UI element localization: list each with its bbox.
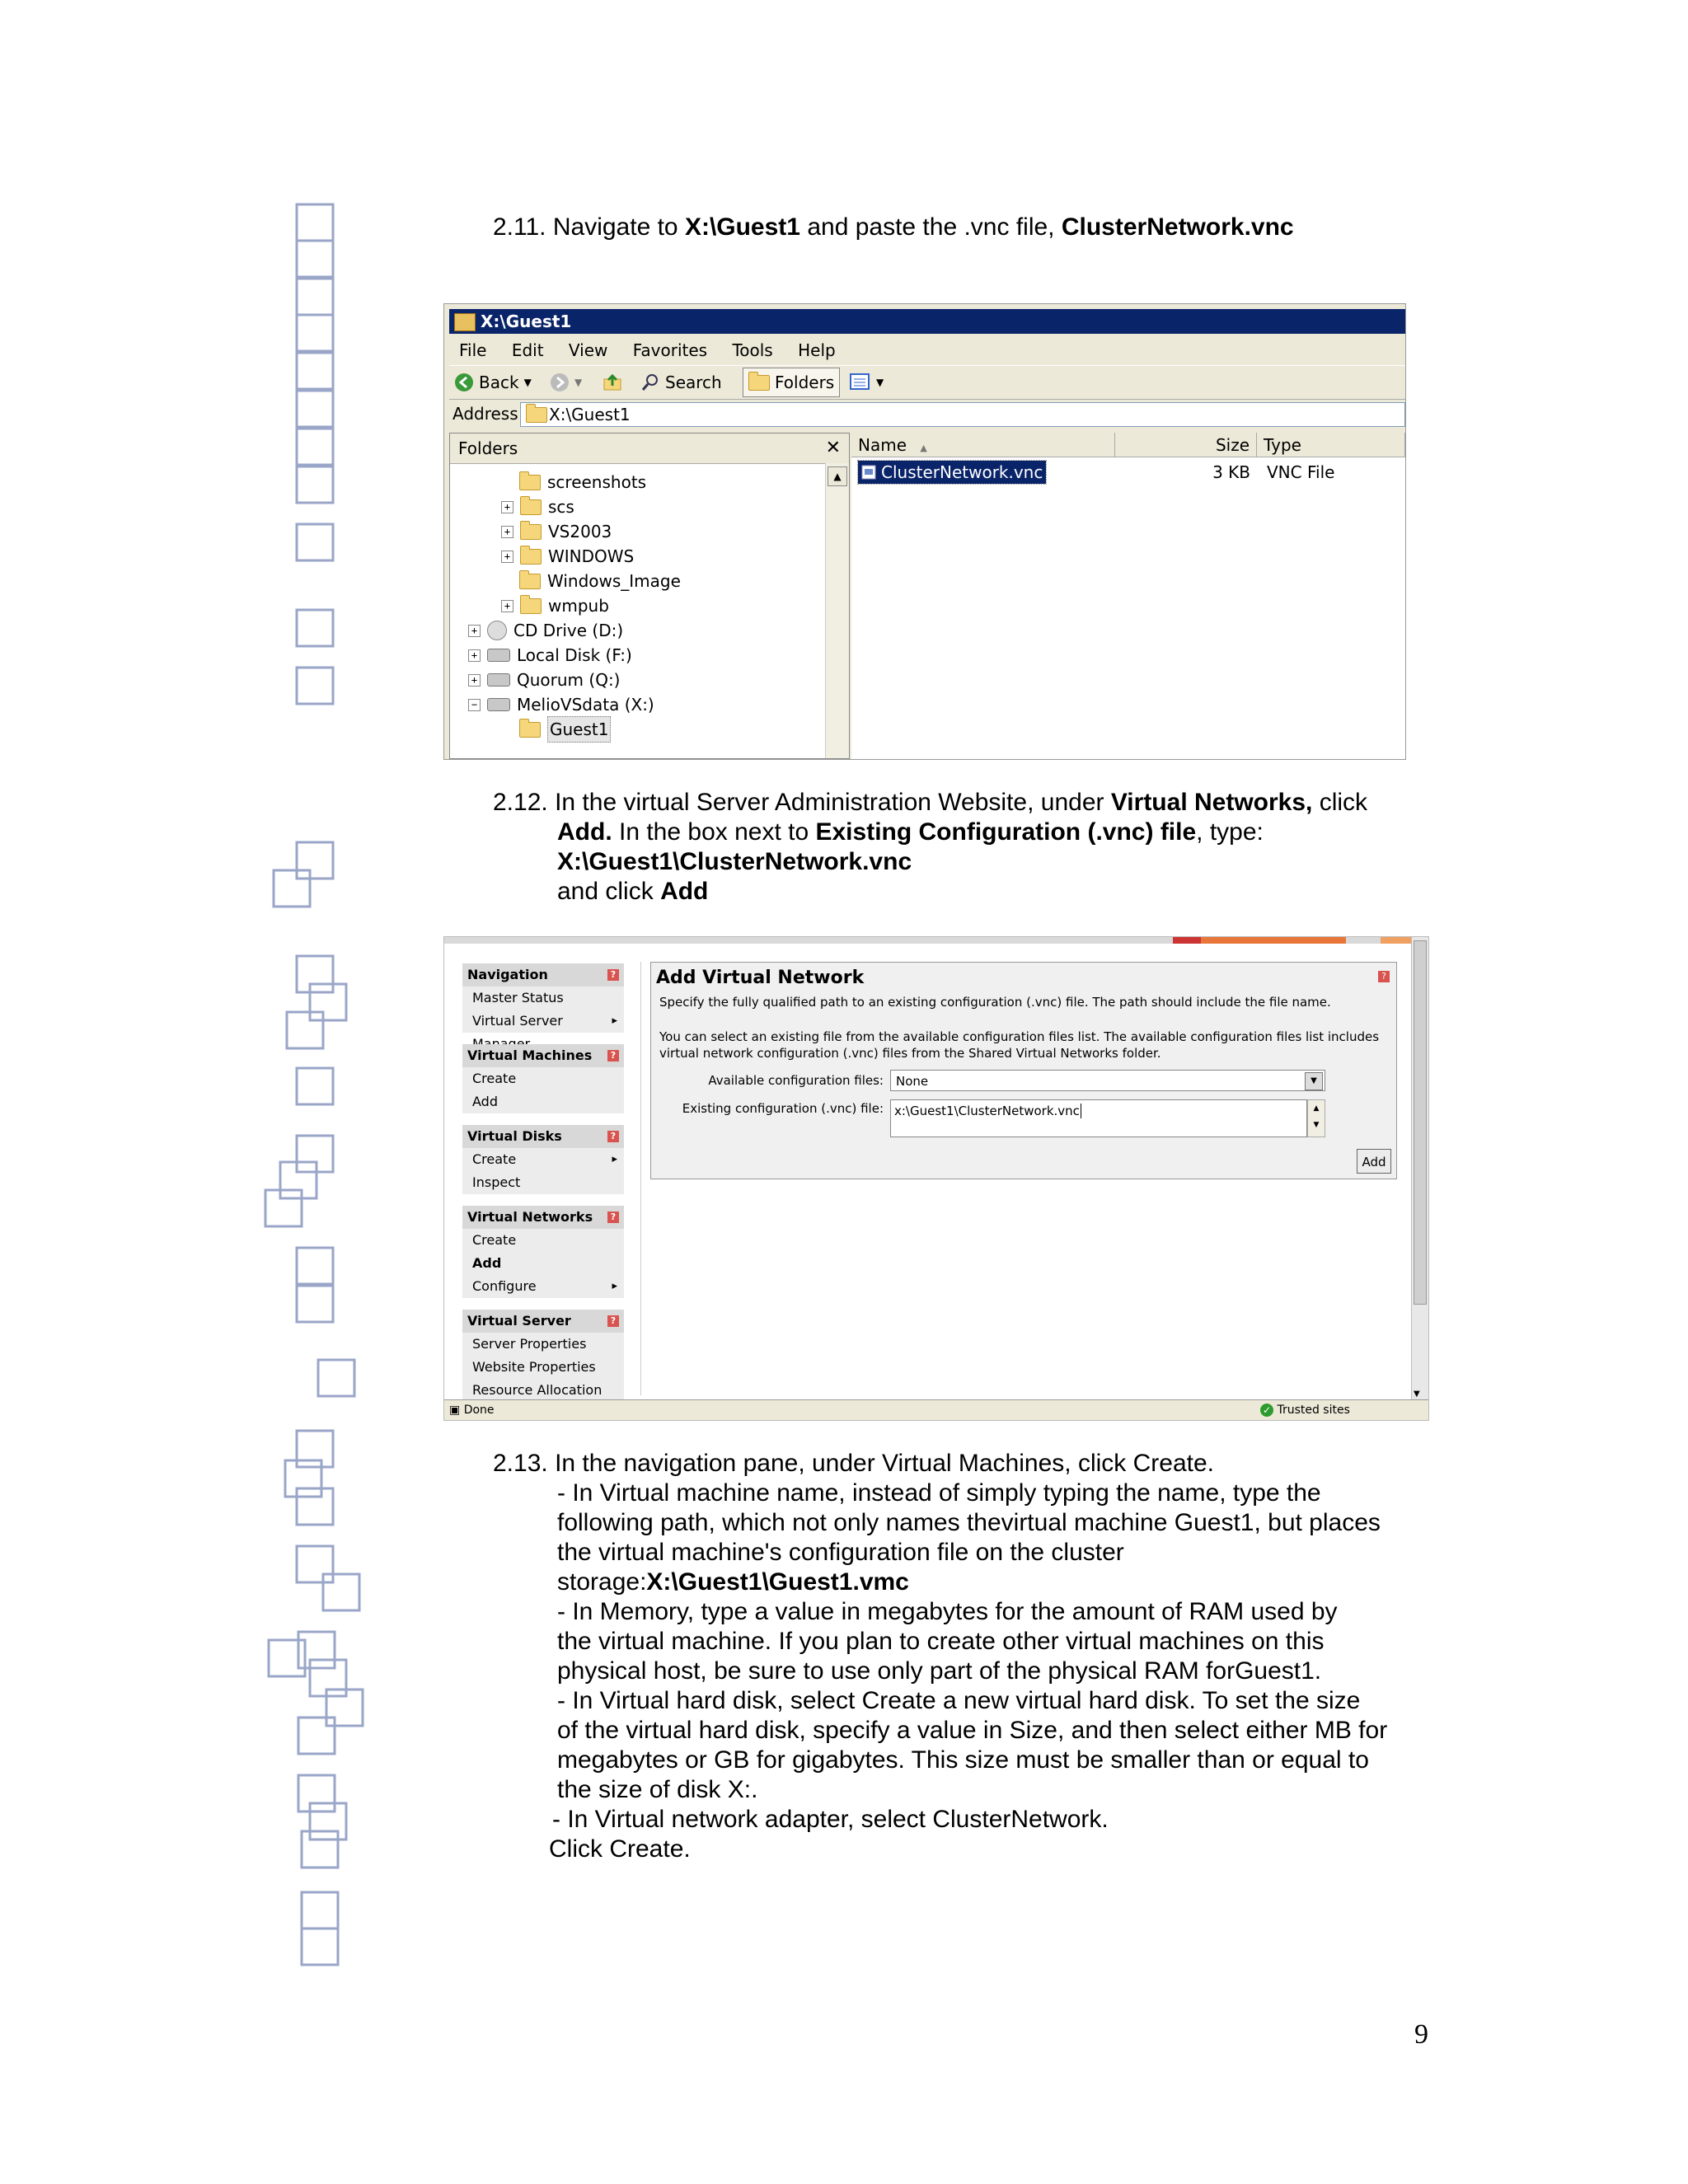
step-bold-text: ClusterNetwork.vnc bbox=[1061, 213, 1294, 241]
explorer-title-bar bbox=[449, 309, 1405, 334]
folder-icon bbox=[520, 499, 542, 515]
step-text: In the box next to bbox=[612, 818, 816, 846]
nav-section-title bbox=[462, 1044, 624, 1067]
status-zone-label: Trusted sites bbox=[1277, 1404, 1350, 1417]
nav-section-label: Virtual Server bbox=[467, 1313, 571, 1329]
step-text: - In Virtual network adapter, select ClusterNetwork. bbox=[552, 1806, 1109, 1833]
step-text: and click bbox=[557, 878, 661, 905]
column-size-label: Size bbox=[1215, 435, 1250, 455]
step-text: the virtual machine's configuration file on the cluster bbox=[557, 1539, 1124, 1566]
help-icon[interactable]: ? bbox=[1378, 971, 1390, 982]
step-text: the virtual machine. If you plan to create other virtual machines on this bbox=[557, 1628, 1325, 1655]
tree-item[interactable] bbox=[468, 618, 623, 643]
nav-item-label: Website Properties bbox=[472, 1359, 596, 1375]
step-text: In the virtual Server Administration Website, under bbox=[555, 789, 1111, 816]
nav-section bbox=[462, 963, 624, 1033]
expand-icon[interactable]: + bbox=[501, 501, 513, 513]
step-number: 2.11. bbox=[493, 213, 546, 241]
nav-item[interactable] bbox=[462, 1171, 624, 1194]
explorer-screenshot bbox=[443, 303, 1406, 760]
step-bold-text: X:\Guest1 bbox=[684, 213, 800, 241]
help-icon[interactable]: ? bbox=[607, 1212, 619, 1223]
chevron-down-icon: ▼ bbox=[1305, 1072, 1323, 1090]
nav-item-label: Resource Allocation bbox=[472, 1382, 603, 1398]
tree-item-label: wmpub bbox=[548, 596, 609, 616]
nav-item[interactable] bbox=[462, 1229, 624, 1252]
step-text: - In Virtual hard disk, select Create a new virtual hard disk. To set the size bbox=[557, 1687, 1361, 1714]
dropdown-arrow-icon: ▼ bbox=[523, 377, 532, 388]
tree-item[interactable] bbox=[519, 569, 681, 593]
help-icon[interactable]: ? bbox=[607, 969, 619, 981]
nav-item[interactable] bbox=[462, 1010, 624, 1033]
scroll-down-icon[interactable]: ▼ bbox=[1414, 1390, 1420, 1399]
tree-item-label: CD Drive (D:) bbox=[513, 621, 624, 640]
nav-item-label: Inspect bbox=[472, 1174, 521, 1190]
step-text: Navigate to bbox=[552, 213, 685, 241]
available-files-label: Available configuration files: bbox=[708, 1073, 884, 1088]
add-button[interactable]: Add bbox=[1357, 1149, 1391, 1174]
nav-item-label: Server Properties bbox=[472, 1336, 587, 1352]
step-bold-text: X:\Guest1\Guest1.vmc bbox=[646, 1568, 909, 1596]
tree-item-label: Local Disk (F:) bbox=[517, 645, 632, 665]
panel-description: You can select an existing file from the available configuration files list. The available configuration files list includes virtual network configuration (.vnc) files from the Shared Virtual Networks folder. bbox=[659, 1029, 1380, 1061]
available-files-value: None bbox=[896, 1074, 929, 1089]
address-bar bbox=[449, 400, 1405, 428]
tree-item-label: WINDOWS bbox=[548, 546, 635, 566]
column-name-label: Name bbox=[858, 435, 907, 455]
step-number: 2.13. bbox=[493, 1450, 548, 1477]
page-number: 9 bbox=[1414, 2019, 1428, 2050]
step-bold-text: Add. bbox=[557, 818, 612, 846]
scroll-thumb[interactable] bbox=[1414, 940, 1427, 1305]
tree-item-label: Guest1 bbox=[547, 716, 611, 743]
chevron-right-icon: ▸ bbox=[612, 1280, 617, 1292]
tree-item-label: Windows_Image bbox=[547, 571, 681, 591]
nav-item-label: Virtual Server bbox=[472, 1013, 563, 1029]
tree-item-label: VS2003 bbox=[548, 522, 612, 541]
input-scrollbar[interactable] bbox=[1307, 1099, 1325, 1137]
vnc-file-icon bbox=[861, 465, 876, 480]
search-icon bbox=[640, 373, 660, 392]
expand-icon[interactable]: + bbox=[501, 526, 513, 538]
tree-item[interactable] bbox=[468, 668, 620, 692]
help-icon[interactable]: ? bbox=[607, 1315, 619, 1327]
hard-drive-icon bbox=[487, 673, 510, 687]
nav-item-label: Create bbox=[472, 1151, 517, 1167]
step-text: storage: bbox=[557, 1568, 647, 1596]
window-title: X:\Guest1 bbox=[481, 312, 572, 331]
dropdown-arrow-icon: ▼ bbox=[574, 377, 583, 388]
hard-drive-icon bbox=[487, 698, 510, 711]
step-text: of the virtual hard disk, specify a value in Size, and then select either MB for bbox=[557, 1717, 1388, 1744]
tree-item[interactable] bbox=[468, 692, 654, 717]
scroll-up-icon[interactable]: ▲ bbox=[828, 466, 847, 486]
help-icon[interactable]: ? bbox=[607, 1050, 619, 1062]
folder-icon bbox=[520, 549, 542, 565]
step-text: megabytes or GB for gigabytes. This size must be smaller than or equal to bbox=[557, 1746, 1369, 1774]
tree-item[interactable] bbox=[468, 643, 632, 668]
nav-section bbox=[462, 1206, 624, 1298]
tree-item-label: MelioVSdata (X:) bbox=[517, 695, 654, 715]
step-text: - In Memory, type a value in megabytes for the amount of RAM used by bbox=[557, 1598, 1338, 1625]
tree-item-label: Quorum (Q:) bbox=[517, 670, 621, 690]
nav-item[interactable] bbox=[462, 1148, 624, 1171]
expand-icon[interactable]: + bbox=[468, 625, 481, 637]
nav-item-label: Create bbox=[472, 1071, 517, 1086]
hard-drive-icon bbox=[487, 649, 510, 662]
nav-item[interactable] bbox=[462, 1090, 624, 1113]
folders-pane-header bbox=[450, 434, 849, 464]
nav-section-title bbox=[462, 1310, 624, 1333]
add-virtual-network-panel bbox=[650, 962, 1397, 1179]
nav-section-label: Navigation bbox=[467, 967, 548, 982]
nav-item[interactable] bbox=[462, 987, 624, 1010]
column-header-name[interactable] bbox=[851, 433, 1115, 457]
close-icon[interactable]: ✕ bbox=[825, 438, 841, 458]
folders-label: Folders bbox=[775, 373, 835, 392]
step-2-11 bbox=[493, 213, 1294, 242]
forward-arrow-icon bbox=[550, 373, 570, 392]
step-text: following path, which not only names thevirtual machine Guest1, but places bbox=[557, 1509, 1381, 1536]
folder-icon bbox=[526, 407, 547, 423]
folders-icon bbox=[748, 375, 770, 391]
nav-item-label: Configure bbox=[472, 1278, 537, 1294]
collapse-icon[interactable]: − bbox=[468, 699, 481, 711]
address-input[interactable] bbox=[520, 402, 1405, 427]
page-scrollbar[interactable] bbox=[1411, 937, 1428, 1400]
nav-item[interactable] bbox=[462, 1275, 624, 1298]
accent-stripe bbox=[1173, 937, 1201, 944]
tree-item-label: screenshots bbox=[547, 472, 647, 492]
scroll-down-icon: ▼ bbox=[1313, 1121, 1320, 1129]
nav-item[interactable] bbox=[462, 1252, 624, 1275]
tree-item[interactable] bbox=[519, 470, 646, 494]
folder-icon bbox=[454, 313, 476, 331]
step-bold-text: X:\Guest1\ClusterNetwork.vnc bbox=[557, 848, 912, 875]
panel-description: Specify the fully qualified path to an existing configuration (.vnc) file. The path should include the file name. bbox=[659, 995, 1331, 1010]
folders-pane bbox=[449, 433, 850, 759]
folders-scrollbar[interactable] bbox=[825, 463, 849, 758]
files-pane bbox=[851, 433, 1405, 759]
menu-bar bbox=[449, 337, 1405, 363]
column-type-label: Type bbox=[1264, 435, 1301, 455]
step-text: In the navigation pane, under Virtual Machines, click Create. bbox=[555, 1450, 1214, 1477]
up-folder-button[interactable] bbox=[603, 366, 622, 399]
trusted-zone bbox=[1260, 1400, 1350, 1420]
tree-item[interactable] bbox=[501, 544, 634, 569]
nav-section-label: Virtual Networks bbox=[467, 1209, 593, 1225]
tree-item[interactable] bbox=[501, 519, 612, 544]
menu-help[interactable]: Help bbox=[798, 340, 836, 360]
existing-file-label: Existing configuration (.vnc) file: bbox=[682, 1101, 884, 1116]
status-done: Done bbox=[463, 1404, 495, 1417]
nav-item[interactable] bbox=[462, 1356, 624, 1379]
folder-icon bbox=[519, 722, 541, 738]
address-value: X:\Guest1 bbox=[549, 405, 631, 424]
step-number: 2.12. bbox=[493, 789, 548, 816]
menu-favorites[interactable]: Favorites bbox=[632, 340, 708, 360]
nav-section-label: Virtual Machines bbox=[467, 1047, 593, 1063]
column-header-type[interactable] bbox=[1257, 433, 1405, 457]
help-icon[interactable]: ? bbox=[607, 1131, 619, 1142]
step-bold-text: Virtual Networks, bbox=[1110, 789, 1313, 816]
views-button[interactable] bbox=[850, 366, 884, 399]
dropdown-arrow-icon: ▼ bbox=[876, 377, 884, 388]
forward-button[interactable] bbox=[550, 366, 582, 399]
page-icon: ▣ bbox=[449, 1404, 461, 1417]
existing-file-input[interactable] bbox=[890, 1099, 1307, 1137]
step-text: the size of disk X:. bbox=[557, 1776, 758, 1803]
step-text: click bbox=[1312, 789, 1368, 816]
menu-file[interactable]: File bbox=[459, 340, 487, 360]
chevron-right-icon: ▸ bbox=[612, 1153, 617, 1165]
nav-section-title bbox=[462, 1125, 624, 1148]
nav-item[interactable] bbox=[462, 1333, 624, 1356]
address-label: Address bbox=[452, 404, 518, 424]
tree-item[interactable] bbox=[519, 717, 611, 742]
column-header-size[interactable] bbox=[1115, 433, 1257, 457]
toolbar bbox=[449, 365, 1405, 400]
expand-icon[interactable]: + bbox=[501, 551, 513, 563]
up-folder-icon bbox=[603, 373, 622, 392]
divider bbox=[640, 962, 641, 1395]
menu-view[interactable]: View bbox=[568, 340, 608, 360]
folder-icon bbox=[519, 574, 541, 589]
scroll-up-icon: ▲ bbox=[1313, 1104, 1320, 1113]
folder-icon bbox=[519, 475, 541, 490]
file-name: ClusterNetwork.vnc bbox=[881, 462, 1043, 482]
back-arrow-icon bbox=[454, 373, 474, 392]
sort-ascending-icon: ▲ bbox=[920, 443, 927, 453]
step-2-13 bbox=[493, 1449, 1465, 1864]
nav-item-label: Add bbox=[472, 1255, 502, 1271]
back-button[interactable] bbox=[454, 366, 532, 399]
nav-section-label: Virtual Disks bbox=[467, 1128, 562, 1144]
existing-file-value: x:\Guest1\ClusterNetwork.vnc bbox=[894, 1104, 1080, 1118]
nav-item[interactable] bbox=[462, 1379, 624, 1402]
nav-section bbox=[462, 1044, 624, 1113]
file-size: 3 KB bbox=[1212, 462, 1250, 482]
cd-drive-icon bbox=[487, 621, 507, 640]
available-files-select[interactable] bbox=[890, 1070, 1325, 1091]
step-bold-text: Add bbox=[660, 878, 709, 905]
step-text: Click Create. bbox=[549, 1835, 691, 1863]
navigation-pane bbox=[462, 963, 624, 1398]
nav-section-title bbox=[462, 1206, 624, 1229]
expand-icon[interactable]: + bbox=[468, 649, 481, 662]
views-icon bbox=[850, 373, 871, 391]
check-icon: ✓ bbox=[1260, 1404, 1273, 1417]
tree-item[interactable] bbox=[501, 494, 574, 519]
nav-section bbox=[462, 1125, 624, 1194]
step-text: and paste the .vnc file, bbox=[799, 213, 1062, 241]
nav-item-label: Master Status bbox=[472, 990, 564, 1005]
menu-edit[interactable]: Edit bbox=[511, 340, 544, 360]
expand-icon[interactable]: + bbox=[468, 674, 481, 687]
menu-tools[interactable]: Tools bbox=[732, 340, 773, 360]
folders-pane-title: Folders bbox=[458, 438, 518, 458]
nav-item-label: Add bbox=[472, 1094, 498, 1109]
step-2-12 bbox=[493, 788, 1449, 907]
decorative-squares bbox=[0, 0, 379, 1994]
nav-item-label: Create bbox=[472, 1232, 517, 1248]
accent-stripe bbox=[1201, 937, 1346, 944]
nav-item[interactable] bbox=[462, 1067, 624, 1090]
step-bold-text: Existing Configuration (.vnc) file bbox=[815, 818, 1197, 846]
expand-icon[interactable]: + bbox=[501, 600, 513, 612]
search-label: Search bbox=[665, 373, 722, 392]
vs-admin-screenshot bbox=[443, 936, 1429, 1421]
step-text: physical host, be sure to use only part of the physical RAM forGuest1. bbox=[557, 1657, 1322, 1685]
back-label: Back bbox=[479, 373, 519, 392]
search-button[interactable] bbox=[640, 366, 722, 399]
status-bar bbox=[444, 1399, 1428, 1420]
step-text: , type: bbox=[1196, 818, 1264, 846]
nav-section bbox=[462, 1310, 624, 1402]
step-text: - In Virtual machine name, instead of simply typing the name, type the bbox=[557, 1479, 1321, 1507]
file-type: VNC File bbox=[1267, 462, 1335, 482]
panel-title: Add Virtual Network bbox=[656, 968, 865, 988]
folders-button[interactable] bbox=[743, 368, 840, 397]
tree-item[interactable] bbox=[501, 593, 609, 618]
tree-item-label: scs bbox=[548, 497, 574, 517]
file-row[interactable] bbox=[858, 461, 1046, 484]
nav-section-title bbox=[462, 963, 624, 987]
folder-icon bbox=[520, 598, 542, 614]
folder-icon bbox=[520, 524, 542, 540]
chevron-right-icon: ▸ bbox=[612, 1015, 617, 1027]
